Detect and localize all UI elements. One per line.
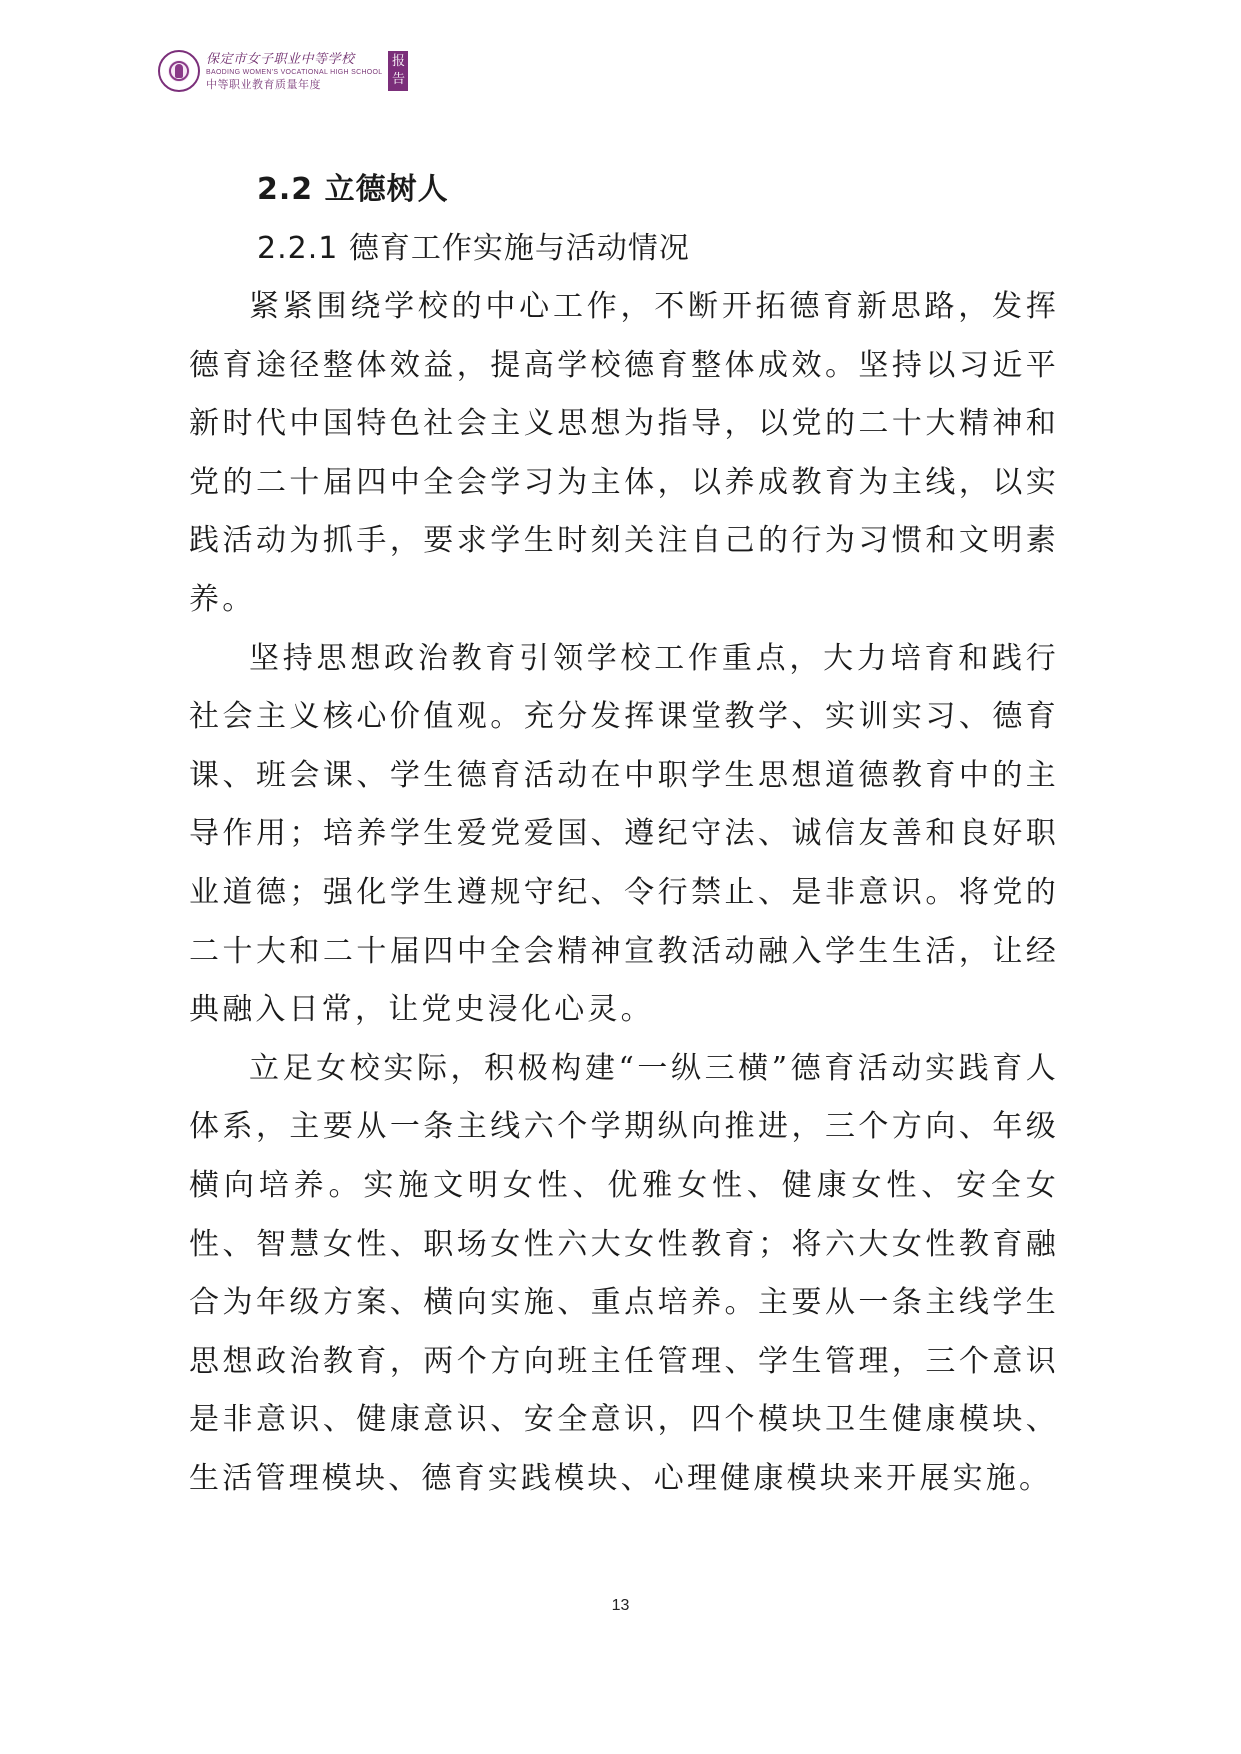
report-badge-text: 报告 [391,54,405,87]
subsection-heading: 2.2.1 德育工作实施与活动情况 [257,231,690,266]
school-name-en: BAODING WOMEN'S VOCATIONAL HIGH SCHOOL [206,68,383,76]
paragraph: 紧紧围绕学校的中心工作，不断开拓德育新思路，发挥德育途径整体效益，提高学校德育整体成效。坚持以习近平新时代中国特色社会主义思想为指导，以党的二十大精神和党的二十届四中全会学习为主体，以养成教育为主线，以实践活动为抓手，要求学生时刻关注自己的行为习惯和文明素养。 [189,289,1059,617]
page-number: 13 [611,1597,630,1614]
section-heading: 2.2 立德树人 [257,172,449,207]
report-title: 中等职业教育质量年度 [206,77,321,91]
paragraph: 立足女校实际，积极构建“一纵三横”德育活动实践育人体系，主要从一条主线六个学期纵向推进，三个方向、年级横向培养。实施文明女性、优雅女性、健康女性、安全女性、智慧女性、职场女性六大女性教育；将六大女性教育融合为年级方案、横向实施、重点培养。主要从一条主线学生思想政治教育，两个方向班主任管理、学生管理，三个意识是非意识、健康意识、安全意识，四个模块卫生健康模块、生活管理模块、德育实践模块、心理健康模块来开展实施。 [189,1050,1059,1496]
page-header [158,48,408,94]
paragraph: 坚持思想政治教育引领学校工作重点，大力培育和践行社会主义核心价值观。充分发挥课堂教学、实训实习、德育课、班会课、学生德育活动在中职学生思想道德教育中的主导作用；培养学生爱党爱国、遵纪守法、诚信友善和良好职业道德；强化学生遵规守纪、令行禁止、是非意识。将党的二十大和二十届四中全会精神宣教活动融入学生生活，让经典融入日常，让党史浸化心灵。 [189,640,1059,1028]
school-name-cn: 保定市女子职业中等学校 [206,51,355,67]
header-text-block [206,53,382,90]
report-badge [388,51,408,91]
page-content [189,160,1059,1508]
school-logo-icon [158,50,200,92]
